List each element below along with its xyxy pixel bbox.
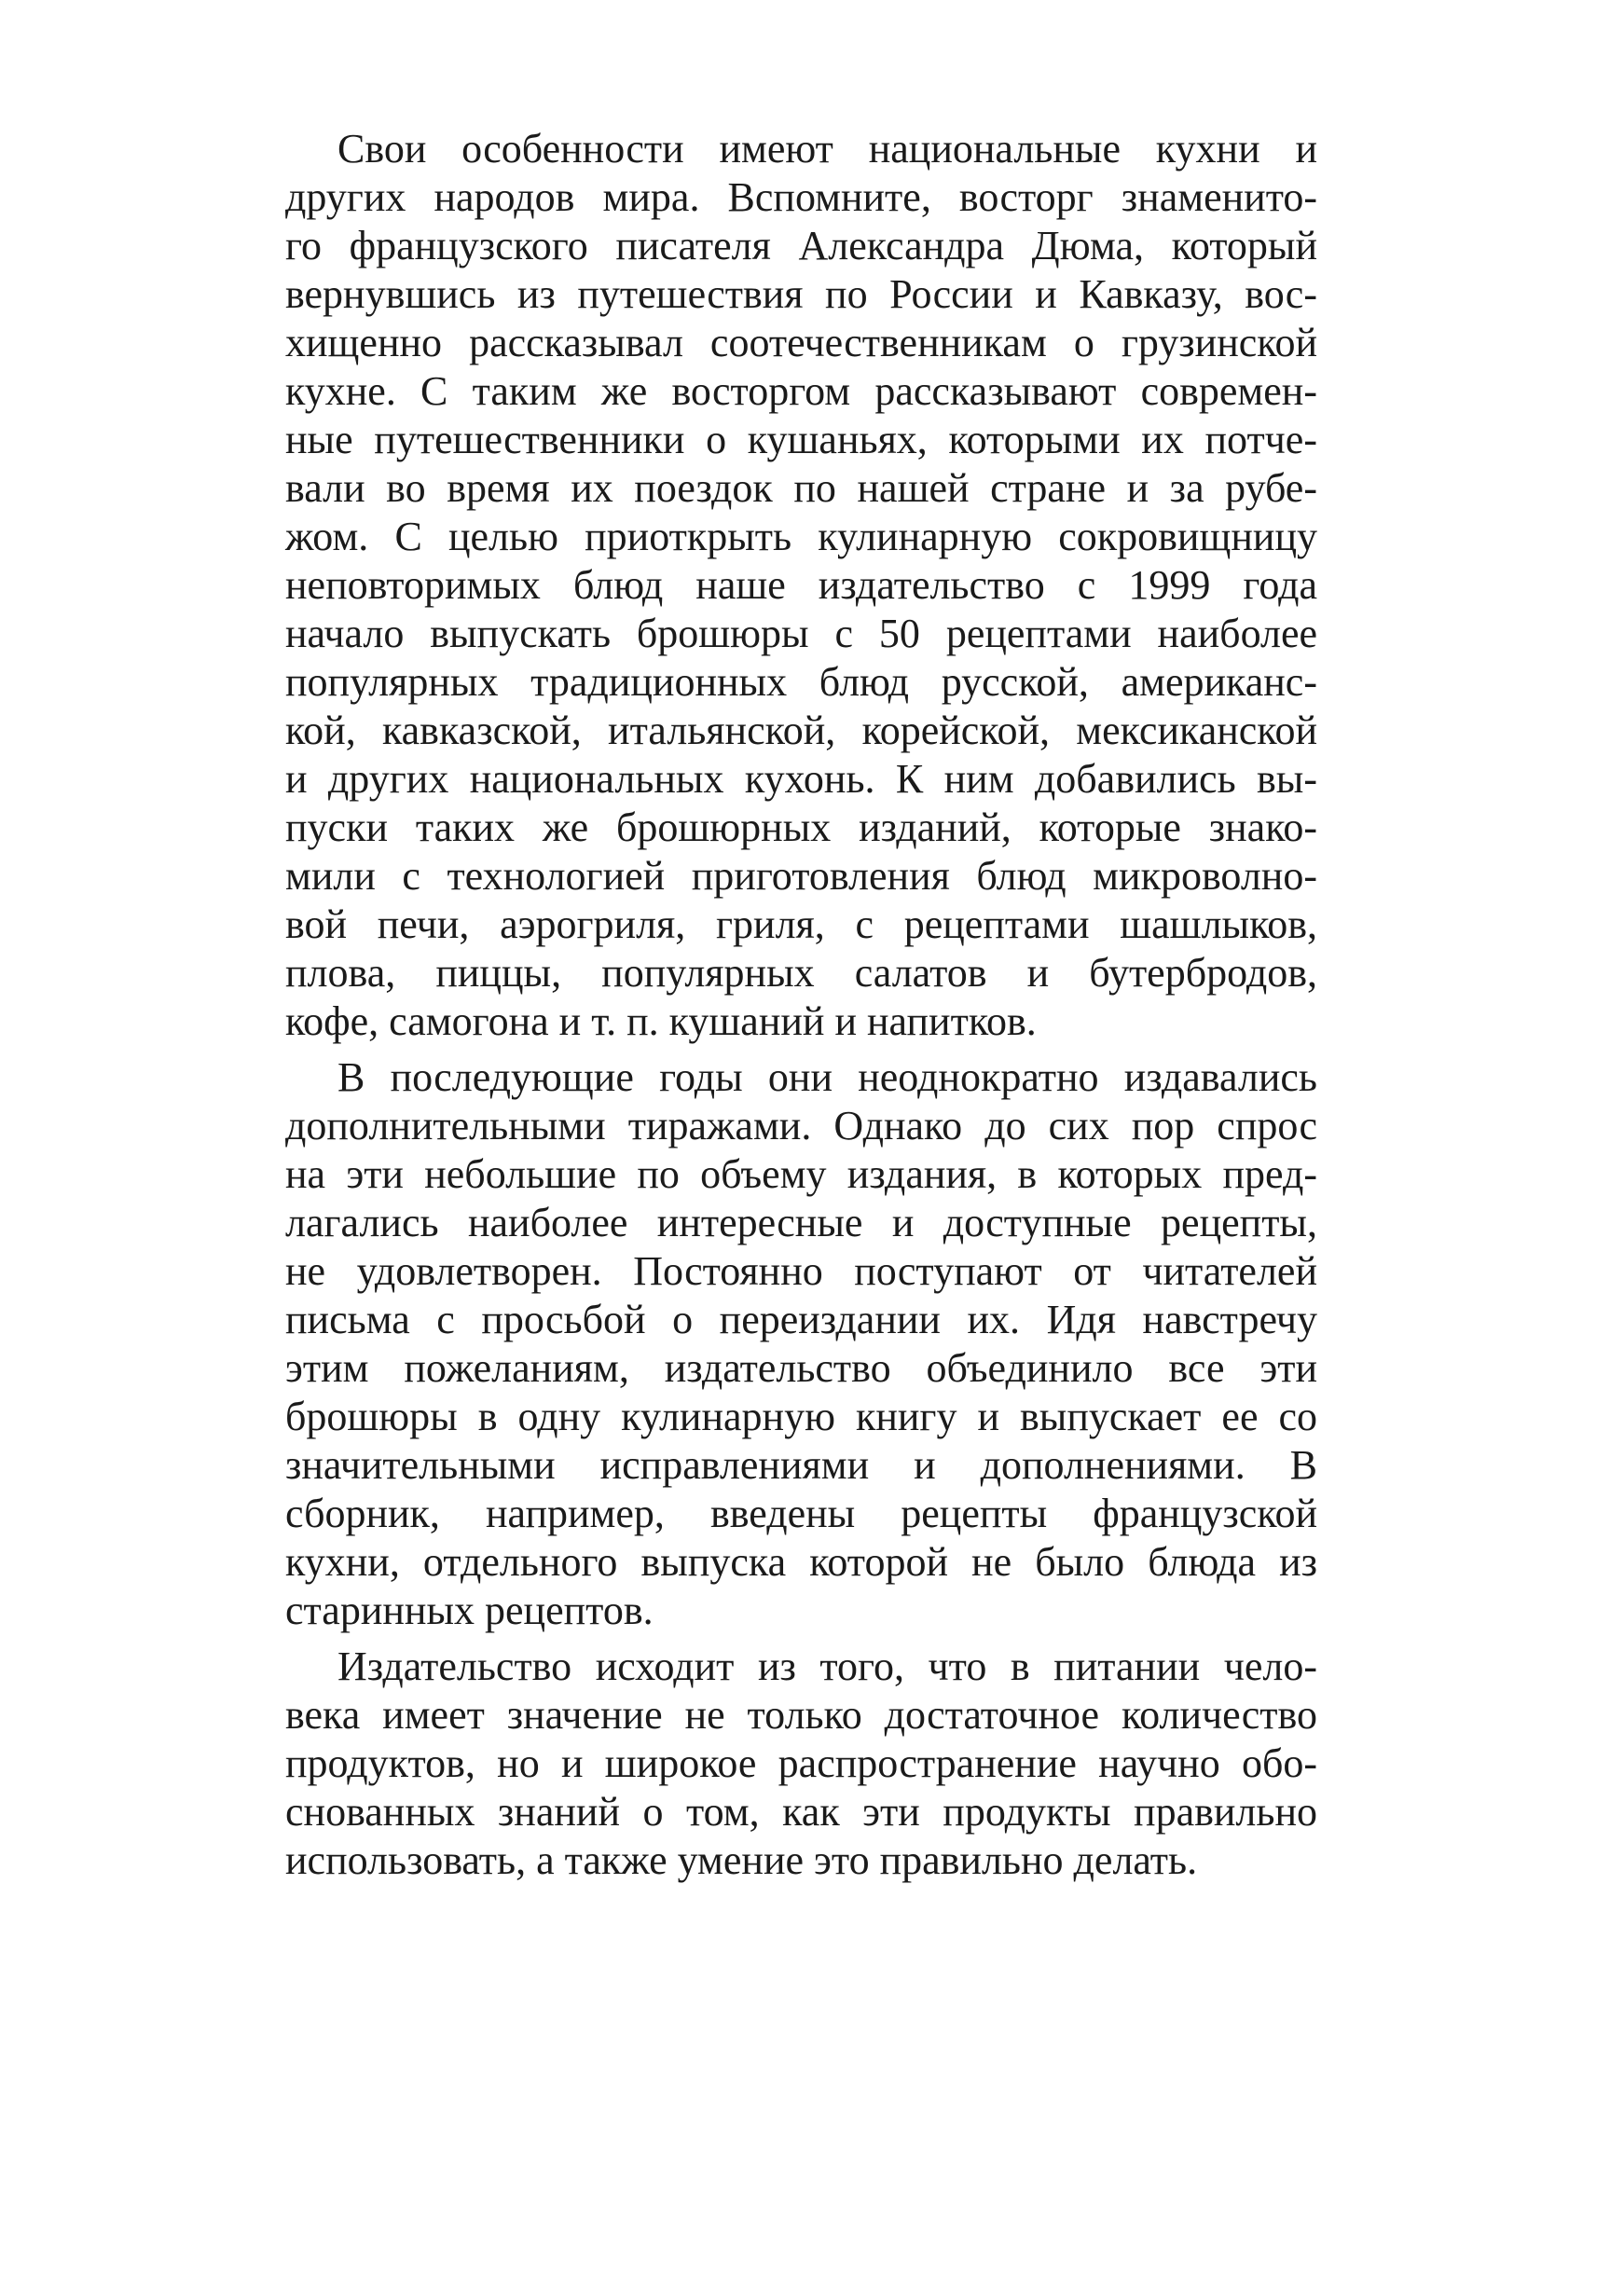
text-line: сборник, например, введены рецепты французской	[285, 1491, 1317, 1536]
text-line: неповторимых блюд наше издательство с 1999 года	[285, 562, 1317, 608]
text-line: дополнительными тиражами. Однако до сих пор спрос	[285, 1103, 1317, 1148]
text-line: плова, пиццы, популярных салатов и бутербродов,	[285, 950, 1317, 996]
paragraph-2	[285, 1053, 1317, 1635]
text-line: вернувшись из путешествия по России и Кавказу, вос-	[285, 271, 1317, 317]
text-line: популярных традиционных блюд русской, американс-	[285, 659, 1317, 705]
body-text	[285, 125, 1317, 1885]
text-line: кой, кавказской, итальянской, корейской, мексиканской	[285, 708, 1317, 753]
text-line: использовать, а также умение это правильно делать.	[285, 1837, 1198, 1883]
text-line: вой печи, аэрогриля, гриля, с рецептами шашлыков,	[285, 901, 1317, 947]
text-line: века имеет значение не только достаточное количество	[285, 1692, 1317, 1738]
text-line: кухне. С таким же восторгом рассказывают современ-	[285, 368, 1317, 414]
text-line: хищенно рассказывал соотечественникам о грузинской	[285, 320, 1317, 365]
text-line: кофе, самогона и т. п. кушаний и напитков.	[285, 998, 1037, 1044]
text-line: начало выпускать брошюры с 50 рецептами наиболее	[285, 611, 1317, 656]
text-line: лагались наиболее интересные и доступные рецепты,	[285, 1200, 1317, 1245]
text-line: продуктов, но и широкое распространение научно обо-	[285, 1740, 1317, 1786]
text-line: этим пожеланиям, издательство объединило все эти	[285, 1345, 1317, 1391]
paragraph-3	[285, 1643, 1317, 1885]
text-line: Свои особенности имеют национальные кухни и	[337, 126, 1317, 172]
text-line: мили с технологией приготовления блюд микроволно-	[285, 853, 1317, 899]
paragraph-1	[285, 125, 1317, 1046]
text-line: письма с просьбой о переиздании их. Идя навстречу	[285, 1297, 1317, 1342]
text-line: брошюры в одну кулинарную книгу и выпускает ее со	[285, 1394, 1317, 1439]
text-line: жом. С целью приоткрыть кулинарную сокровищницу	[285, 514, 1317, 559]
text-line: Издательство исходит из того, что в питании чело-	[337, 1643, 1317, 1689]
text-line: снованных знаний о том, как эти продукты правильно	[285, 1789, 1317, 1835]
text-line: значительными исправлениями и дополнениями. В	[285, 1442, 1317, 1488]
text-line: и других национальных кухонь. К ним добавились вы-	[285, 756, 1317, 802]
text-line: на эти небольшие по объему издания, в которых пред-	[285, 1151, 1317, 1197]
text-line: старинных рецептов.	[285, 1588, 654, 1633]
text-line: других народов мира. Вспомните, восторг знаменито-	[285, 174, 1317, 220]
text-line: не удовлетворен. Постоянно поступают от читателей	[285, 1248, 1317, 1294]
text-line: вали во время их поездок по нашей стране и за рубе-	[285, 465, 1317, 511]
text-line: пуски таких же брошюрных изданий, которые знако-	[285, 804, 1317, 850]
text-line: В последующие годы они неоднократно издавались	[337, 1054, 1317, 1100]
text-line: кухни, отдельного выпуска которой не было блюда из	[285, 1539, 1317, 1585]
text-line: ные путешественники о кушаньях, которыми их потче-	[285, 417, 1317, 462]
text-line: го французского писателя Александра Дюма, который	[285, 223, 1317, 268]
